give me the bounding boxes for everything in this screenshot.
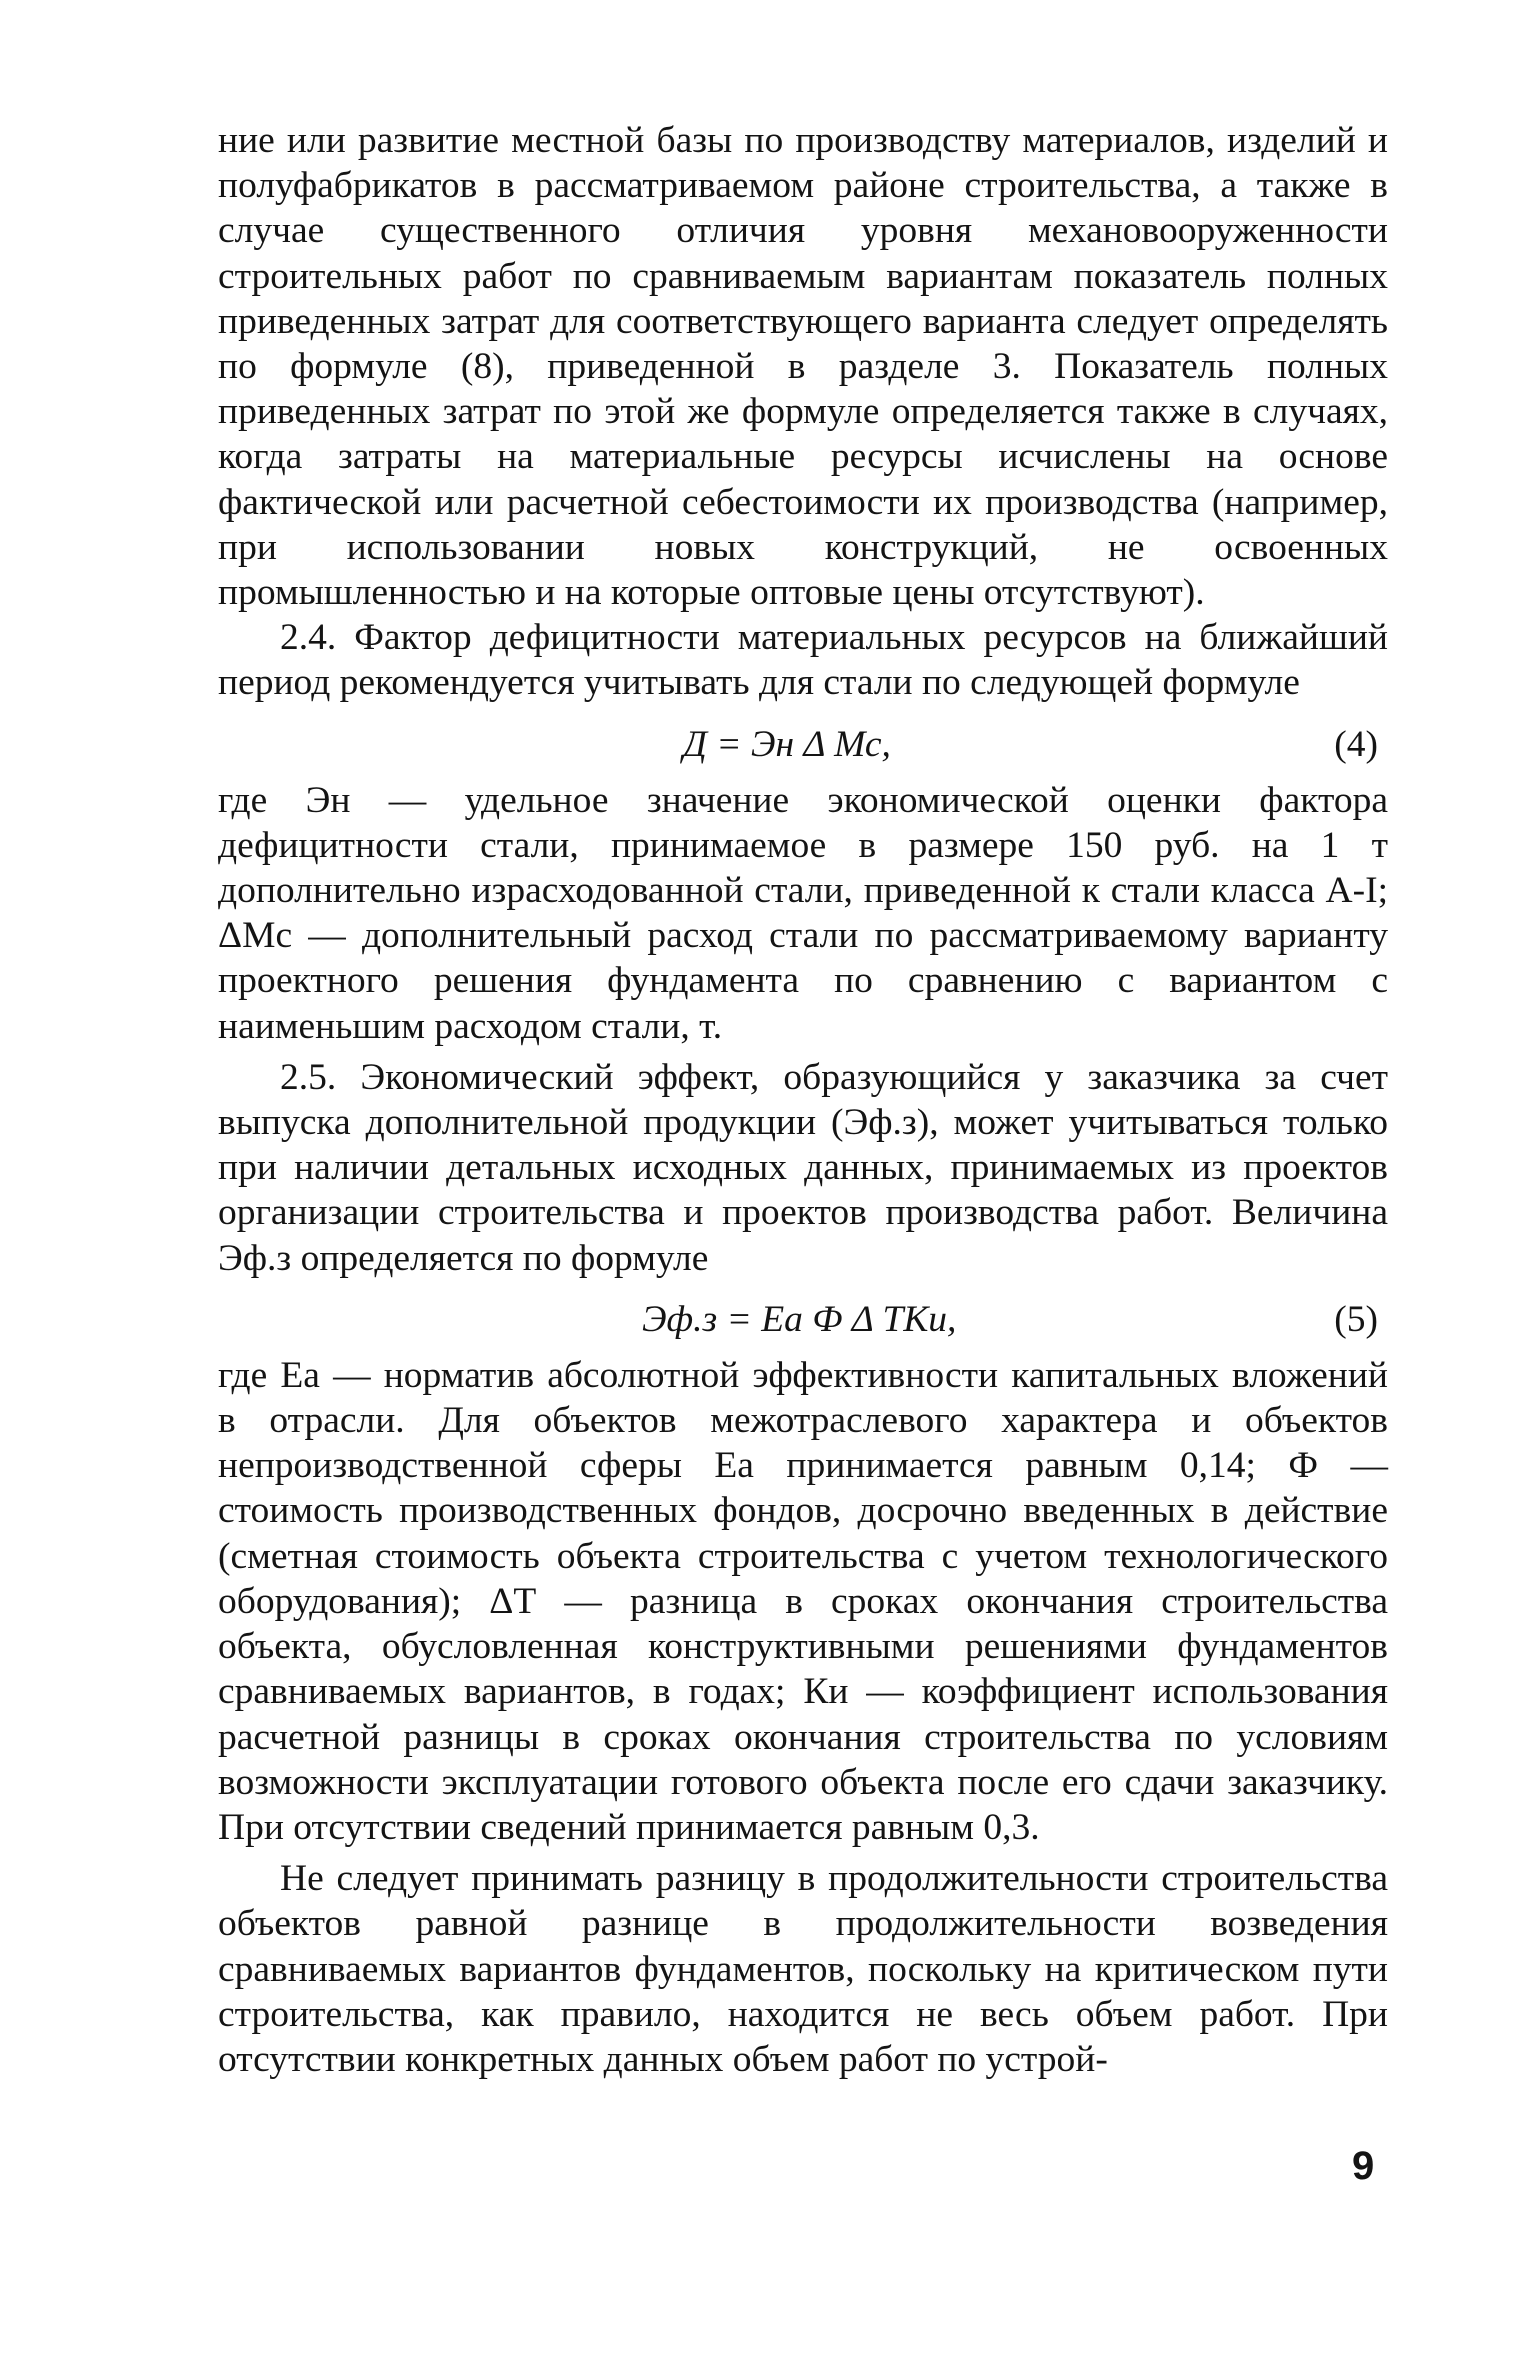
paragraph-where-4: где Эн — удельное значение экономической оценки фактора дефицитности стали, принимаемое в размере 150 руб. на 1 т дополнительно израсходованной стали, приведенной к стали класса А-I; ΔМс — дополнительный расход стали по рассматриваемому варианту проектного решения фундамента по сравнению с вариантом с наименьшим расходом стали, т. [218, 779, 1388, 1047]
formula-5-number: (5) [1334, 1298, 1378, 1340]
formula-5 [218, 1289, 1388, 1345]
text-body [218, 118, 1388, 2082]
formula-4-expression: Д = Эн Δ Мс, [683, 723, 891, 765]
formula-5-expression: Эф.з = Еа Ф Δ ТКи, [642, 1298, 957, 1340]
paragraph-2-4: 2.4. Фактор дефицитности материальных ресурсов на ближайший период рекомендуется учитывать для стали по следующей формуле [218, 617, 1388, 704]
formula-4 [218, 714, 1388, 770]
paragraph-where-5: где Еа — норматив абсолютной эффективности капитальных вложений в отрасли. Для объектов межотраслевого характера и объектов непроизводственной сферы Еа принимается равным 0,14; Ф — стоимость производственных фондов, досрочно введенных в действие (сметная стоимость объекта строительства с учетом технологического оборудования); ΔТ — разница в сроках окончания строительства объекта, обусловленная конструктивными решениями фундаментов сравниваемых вариантов, в годах; Ки — коэффициент использования расчетной разницы в сроках окончания строительства по условиям возможности эксплуатации готового объекта после его сдачи заказчику. При отсутствии сведений принимается равным 0,3. [218, 1354, 1388, 1848]
paragraph-intro: ние или развитие местной базы по производству материалов, изделий и полуфабрикатов в рассматриваемом районе строительства, а также в случае существенного отличия уровня механовооруженности строительных работ по сравниваемым вариантам показатель полных приведенных затрат для соответствующего варианта следует определять по формуле (8), приведенной в разделе 3. Показатель полных приведенных затрат по этой же формуле определяется также в случаях, когда затраты на материальные ресурсы исчислены на основе фактической или расчетной себестоимости их производства (например, при использовании новых конструкций, не освоенных промышленностью и на которые оптовые цены отсутствуют). [218, 120, 1388, 614]
page-number: 9 [1352, 2144, 1375, 2188]
paragraph-2-5: 2.5. Экономический эффект, образующийся у заказчика за счет выпуска дополнительной продукции (Эф.з), может учитываться только при наличии детальных исходных данных, принимаемых из проектов организации строительства и проектов производства работ. Величина Эф.з определяется по формуле [218, 1056, 1388, 1279]
formula-4-number: (4) [1334, 723, 1378, 765]
paragraph-duration: Не следует принимать разницу в продолжительности строительства объектов равной разнице в продолжительности возведения сравниваемых вариантов фундаментов, поскольку на критическом пути строительства, как правило, находится не весь объем работ. При отсутствии конкретных данных объем работ по устрой- [218, 1858, 1388, 2080]
